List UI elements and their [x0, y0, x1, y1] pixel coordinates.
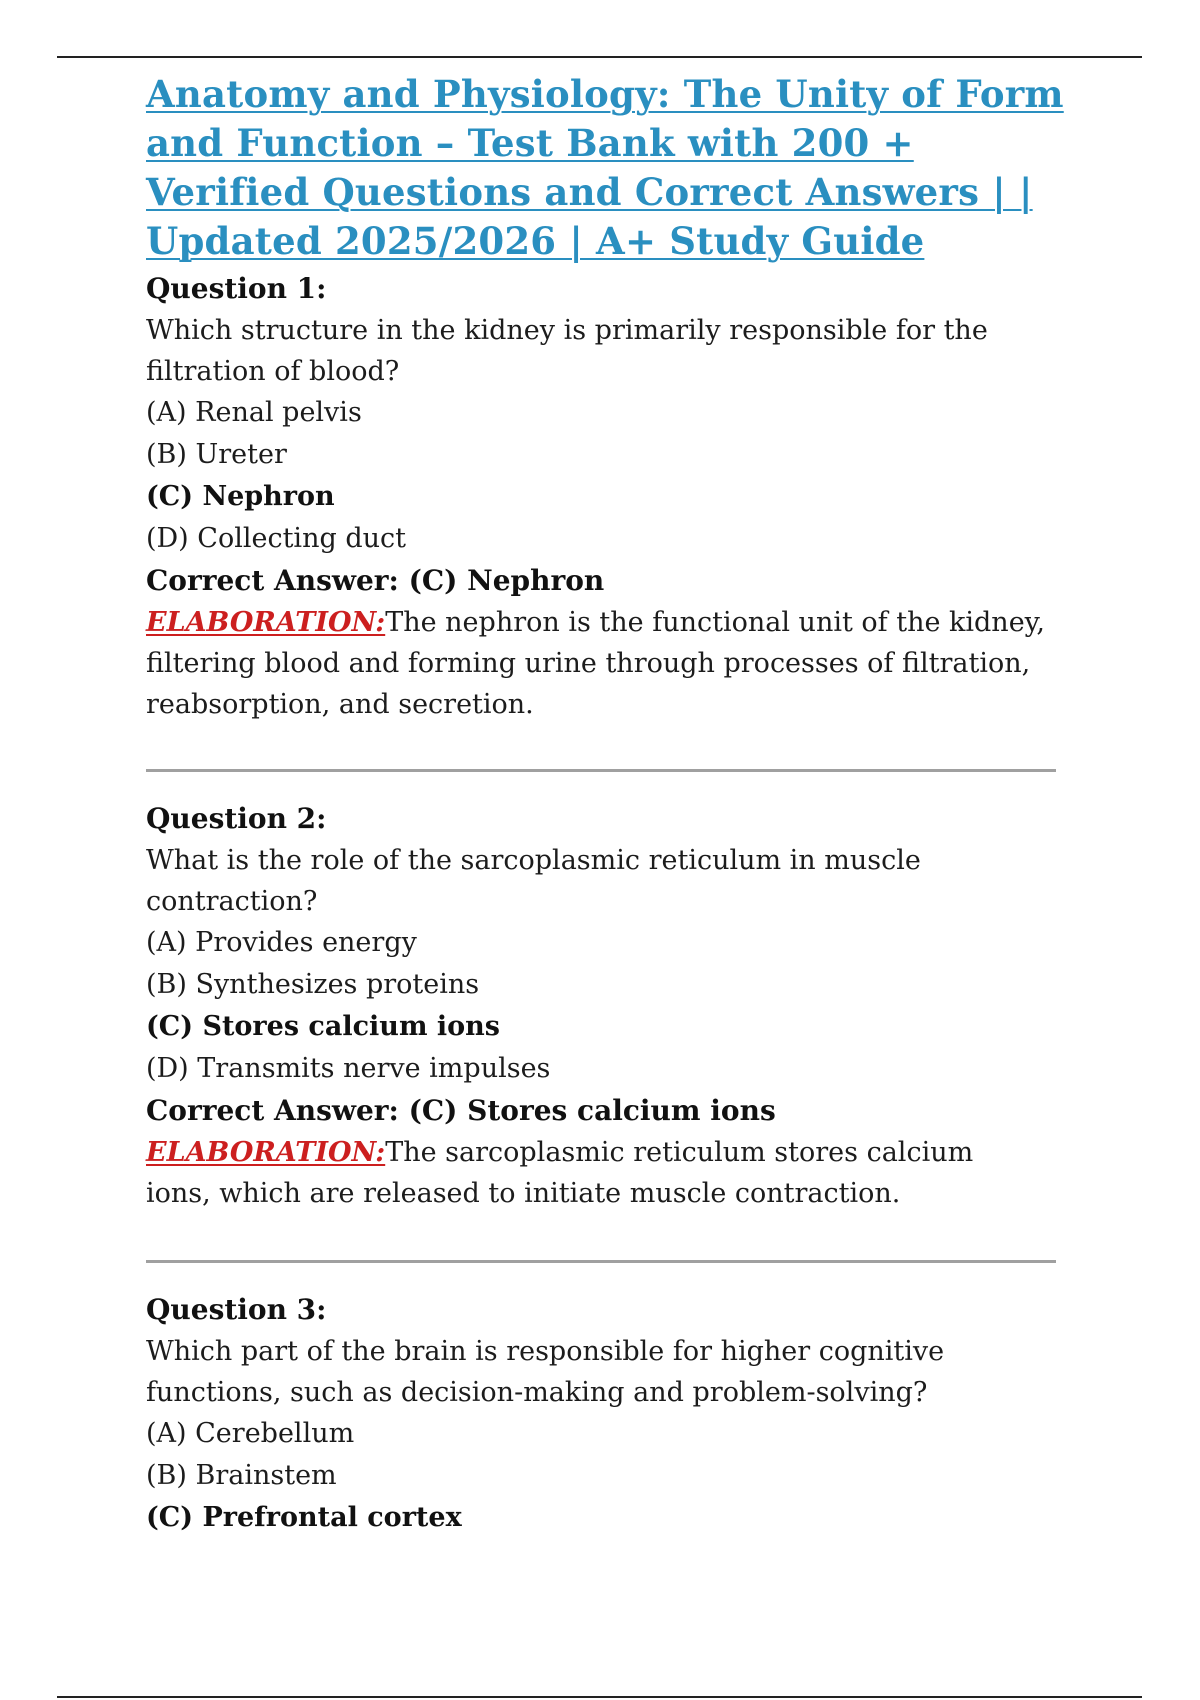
section-divider — [146, 769, 1056, 772]
question-heading: Question 3: — [146, 1293, 327, 1326]
bottom-rule — [57, 1696, 1142, 1698]
correct-answer: Correct Answer: (C) Nephron — [146, 564, 605, 597]
option-c-correct: (C) Prefrontal cortex — [146, 1502, 462, 1533]
option-b: (B) Brainstem — [146, 1460, 337, 1491]
question-block-3 — [146, 1291, 1066, 1539]
option-b: (B) Synthesizes proteins — [146, 969, 480, 1000]
question-heading: Question 1: — [146, 272, 327, 305]
question-heading: Question 2: — [146, 802, 327, 835]
option-c-correct: (C) Nephron — [146, 481, 335, 512]
question-block-1 — [146, 270, 1066, 725]
document-content — [146, 70, 1066, 1539]
section-divider — [146, 1260, 1056, 1263]
question-text: Which part of the brain is responsible for higher cognitive functions, such as decision-making and problem-solving? — [146, 1336, 945, 1408]
question-text: Which structure in the kidney is primarily responsible for the filtration of blood? — [146, 315, 988, 387]
elaboration-label: ELABORATION: — [146, 607, 386, 638]
question-text: What is the role of the sarcoplasmic reticulum in muscle contraction? — [146, 845, 921, 917]
answer-options — [146, 1413, 1066, 1539]
question-block-2 — [146, 800, 1066, 1214]
elaboration-text: The sarcoplasmic reticulum stores calcium ions, which are released to initiate muscle contraction. — [146, 1137, 974, 1209]
answer-options — [146, 392, 1066, 560]
correct-answer: Correct Answer: (C) Stores calcium ions — [146, 1094, 776, 1127]
elaboration — [146, 602, 1046, 725]
top-rule — [57, 56, 1142, 58]
option-a: (A) Renal pelvis — [146, 397, 362, 428]
option-a: (A) Cerebellum — [146, 1418, 355, 1449]
answer-options — [146, 922, 1066, 1090]
option-d: (D) Transmits nerve impulses — [146, 1053, 551, 1084]
elaboration — [146, 1132, 1046, 1214]
option-c-correct: (C) Stores calcium ions — [146, 1011, 501, 1042]
option-d: (D) Collecting duct — [146, 523, 406, 554]
elaboration-text: The nephron is the functional unit of the kidney, filtering blood and forming urine through processes of filtration, reabsorption, and secretion. — [146, 607, 1045, 720]
option-a: (A) Provides energy — [146, 927, 417, 958]
option-b: (B) Ureter — [146, 439, 287, 470]
elaboration-label: ELABORATION: — [146, 1137, 386, 1168]
document-title: Anatomy and Physiology: The Unity of Form and Function – Test Bank with 200 + Verified Questions and Correct Answers | | Updated 2025/2026 | A+ Study Guide — [146, 72, 1064, 263]
